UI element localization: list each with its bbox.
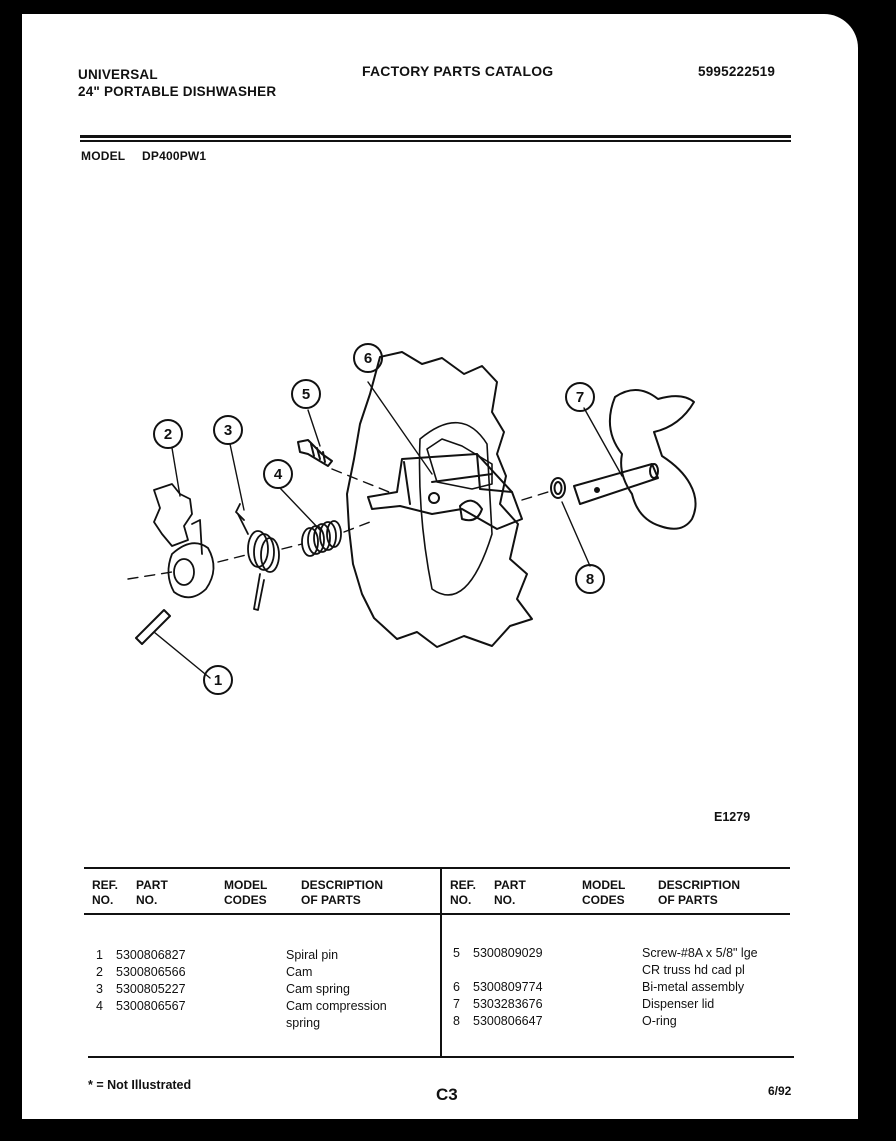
table-row: 2 <box>96 965 103 979</box>
bimetal-clip <box>427 439 492 489</box>
header-part: PART NO. <box>136 878 168 907</box>
part-description-cont: spring <box>286 1016 321 1030</box>
spiral-pin <box>136 610 170 644</box>
model-number: DP400PW1 <box>142 149 207 163</box>
exploded-parts-diagram <box>22 14 858 794</box>
table-top-rule <box>84 867 790 869</box>
footnote: * = Not Illustrated <box>88 1078 192 1092</box>
compression-spring <box>302 521 341 556</box>
callout-5: 5 <box>301 386 311 403</box>
table-row: 6 <box>453 980 460 994</box>
brand-name: UNIVERSAL <box>78 67 158 82</box>
part-description: CR truss hd cad pl <box>642 963 745 977</box>
table-row: 8 <box>453 1014 460 1028</box>
part-description: Cam compression <box>286 999 387 1013</box>
catalog-title: FACTORY PARTS CATALOG <box>362 63 554 79</box>
header-model-right: MODEL CODES <box>582 878 626 907</box>
part-number: 5300806566 <box>116 965 186 979</box>
table-bottom-rule <box>88 1056 794 1058</box>
callout-6: 6 <box>363 350 373 367</box>
part-description: Spiral pin <box>286 948 339 962</box>
header-ref: REF. NO. <box>92 878 119 907</box>
callout-7: 7 <box>575 389 585 406</box>
callout-1: 1 <box>213 672 223 689</box>
model-label: MODEL <box>81 149 126 163</box>
callout-8: 8 <box>585 571 595 588</box>
table-row: 4 <box>96 999 103 1013</box>
header-desc: DESCRIPTION OF PARTS <box>301 878 384 907</box>
part-description: Cam <box>286 965 313 979</box>
part-number: 5300809774 <box>473 980 543 994</box>
screw <box>298 440 332 466</box>
header-model: MODEL CODES <box>224 878 268 907</box>
table-row: 5 <box>453 946 460 960</box>
table-row: 1 <box>96 948 103 962</box>
part-description: Dispenser lid <box>642 997 715 1011</box>
header-part-right: PART NO. <box>494 878 526 907</box>
part-number: 5300805227 <box>116 982 186 996</box>
catalog-number: 5995222519 <box>698 64 776 79</box>
catalog-page <box>22 14 858 1119</box>
table-header-rule <box>84 913 790 915</box>
part-description: O-ring <box>642 1014 677 1028</box>
callout-3: 3 <box>223 422 233 439</box>
dispenser-lid <box>610 390 696 529</box>
table-divider <box>440 869 442 1056</box>
table-row: 7 <box>453 997 460 1011</box>
callout-2: 2 <box>163 426 173 443</box>
cam <box>154 484 214 597</box>
part-description: Bi-metal assembly <box>642 980 745 994</box>
bimetal-hole <box>429 493 439 503</box>
part-number: 5300806647 <box>473 1014 543 1028</box>
part-description: Cam spring <box>286 982 350 996</box>
page-number: C3 <box>436 1085 458 1104</box>
revision-date: 6/92 <box>768 1084 792 1098</box>
part-number: 5300806567 <box>116 999 186 1013</box>
part-number: 5300809029 <box>473 946 543 960</box>
table-row: 3 <box>96 982 103 996</box>
lid-shaft <box>574 464 658 504</box>
callout-4: 4 <box>273 466 283 483</box>
header-ref-right: REF. NO. <box>450 878 477 907</box>
part-number: 5300806827 <box>116 948 186 962</box>
part-number: 5303283676 <box>473 997 543 1011</box>
cam-spring <box>236 504 279 610</box>
header-desc-right: DESCRIPTION OF PARTS <box>658 878 741 907</box>
part-description: Screw-#8A x 5/8" lge <box>642 946 758 960</box>
diagram-code: E1279 <box>714 810 751 824</box>
product-name: 24" PORTABLE DISHWASHER <box>78 84 277 99</box>
